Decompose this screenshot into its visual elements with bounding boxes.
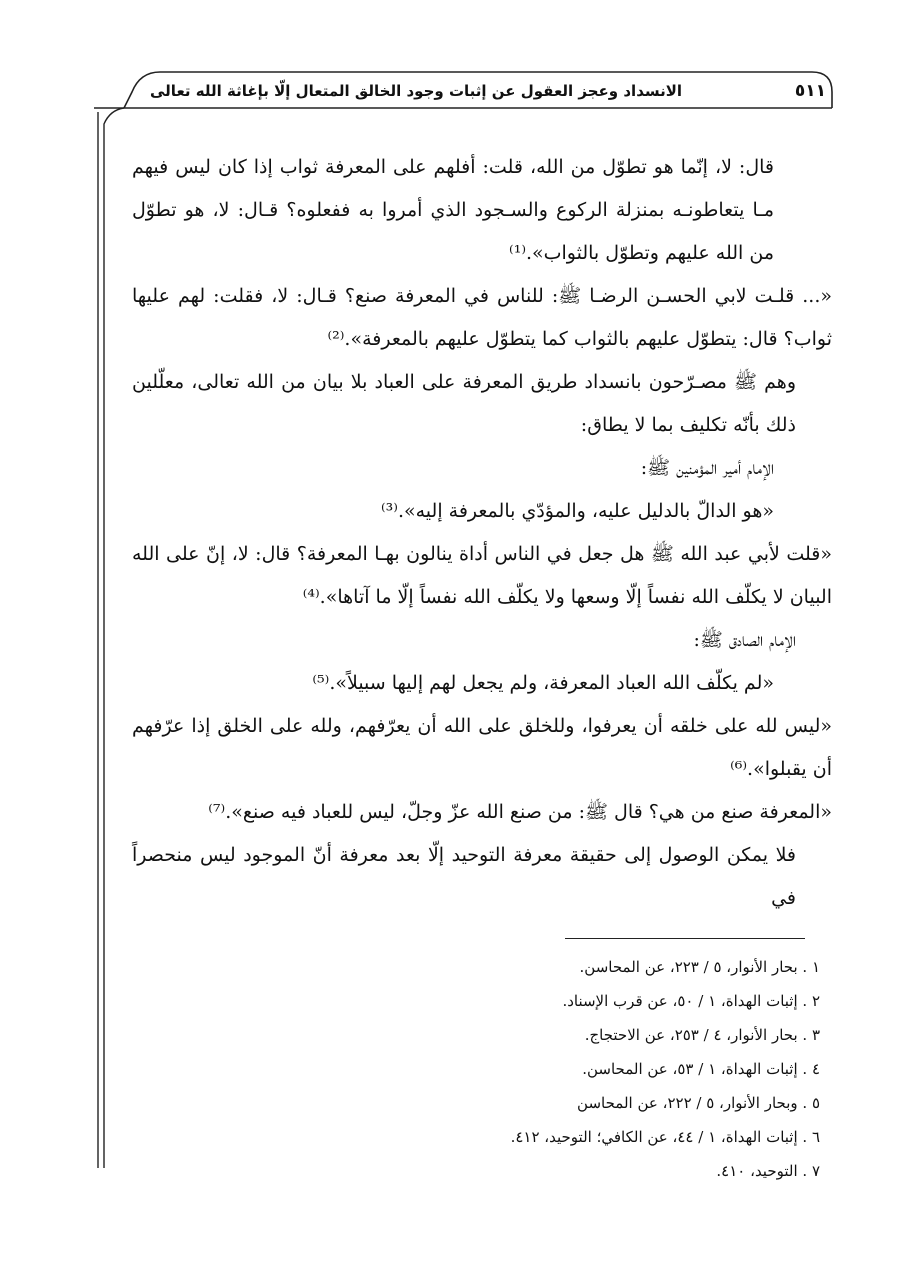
footnote: ٤ . إثبات الهداة، ١ / ٥٣، عن المحاسن. [582,1060,820,1078]
footnotes [400,950,820,1188]
main-text [132,146,832,920]
page-number: ٥١١ [794,81,826,101]
quotation: «هو الدالّ بالدليل عليه، والمؤدّي بالمعرفة إليه».⁽³⁾ [380,500,774,522]
section-heading: الإمام أمير المؤمنين ﷺ: [640,457,774,479]
paragraph: «... قلـت لابي الحسـن الرضـا ﷺ: للناس في المعرفة صنع؟ قـال: لا، فقلت: لهم عليها ثواب؟ قال: يتطوّل عليهم بالثواب كما يتطوّل عليهم بالمعرفة».⁽²⁾ [132,285,832,350]
section-heading: الإمام الصادق ﷺ: [693,629,796,651]
paragraph: قال: لا، إنّما هو تطوّل من الله، قلت: أفلهم على المعرفة ثواب إذا كان ليس فيهم مـا يتعاطونـه بمنزلة الركوع والسـجود الذي أمروا به ففعلوه؟ قـال: لا، هو تطوّل من الله عليهم وتطوّل بالثواب».⁽¹⁾ [132,156,774,264]
quotation: «ليس لله على خلقه أن يعرفوا، وللخلق على الله أن يعرّفهم، ولله على الخلق إذا عرّفهم أن يقبلوا».⁽⁶⁾ [132,715,832,780]
footnote: ١ . بحار الأنوار، ٥ / ٢٢٣، عن المحاسن. [579,958,820,976]
quotation: «المعرفة صنع من هي؟ قال ﷺ: من صنع الله عزّ وجلّ، ليس للعباد فيه صنع».⁽⁷⁾ [208,801,832,823]
page-header [150,76,826,106]
quotation: «لم يكلّف الله العباد المعرفة، ولم يجعل لهم إليها سبيلاً».⁽⁵⁾ [312,672,774,694]
footnote: ٥ . وبحار الأنوار، ٥ / ٢٢٢، عن المحاسن [577,1094,820,1112]
quotation: «قلت لأبي عبد الله ﷺ هل جعل في الناس أداة ينالون بهـا المعرفة؟ قال: لا، إنّ على الله البيان لا يكلّف الله نفساً إلّا وسعها ولا يكلّف الله نفساً إلّا ما آتاها».⁽⁴⁾ [132,543,832,608]
footnote: ٦ . إثبات الهداة، ١ / ٤٤، عن الكافي؛ التوحيد، ٤١٢. [510,1128,820,1146]
paragraph: وهم ﷺ مصـرّحون بانسداد طريق المعرفة على العباد بلا بيان من الله تعالى، معلّلين ذلك بأنّه تكليف بما لا يطاق: [132,371,796,436]
running-title: الانسداد وعجز العقول عن إثبات وجود الخالق المتعال إلّا بإغاثة الله تعالى [150,82,683,100]
footnote: ٢ . إثبات الهداة، ١ / ٥٠، عن قرب الإسناد. [562,992,820,1010]
footnote: ٧ . التوحيد، ٤١٠. [716,1162,820,1180]
paragraph: فلا يمكن الوصول إلى حقيقة معرفة التوحيد إلّا بعد معرفة أنّ الموجود ليس منحصراً في [132,844,796,909]
footnote-separator [565,938,805,939]
footnote: ٣ . بحار الأنوار، ٤ / ٢٥٣، عن الاحتجاج. [584,1026,820,1044]
